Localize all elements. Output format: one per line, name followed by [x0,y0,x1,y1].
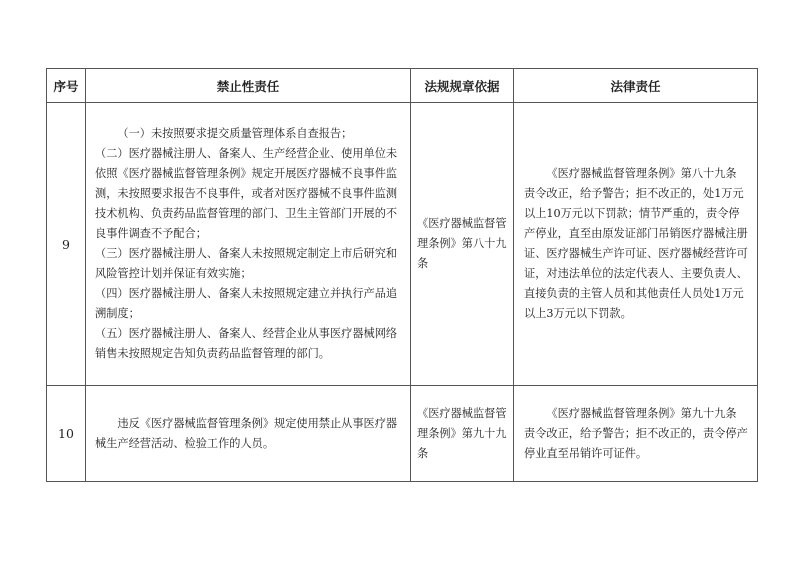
regulation-table [46,68,758,482]
table-row [47,386,758,482]
header-legal-basis: 法规规章依据 [411,69,514,103]
legal-basis-cell [411,386,514,482]
legal-basis-text: 《医疗器械监督管理条例》第九十九条 [417,406,507,460]
prohibition-item: （三）医疗器械注册人、备案人未按照规定制定上市后研究和风险管控计划并保证有效实施； [95,247,398,280]
header-prohibited-conduct: 禁止性责任 [86,69,411,103]
table-row [47,103,758,386]
row-number: 10 [47,386,86,482]
header-legal-liability: 法律责任 [514,69,758,103]
legal-basis-cell [411,103,514,386]
legal-liability-cell [514,386,758,482]
prohibition-item: （一）未按照要求提交质量管理体系自查报告； [117,127,353,140]
table-header-row [47,69,758,103]
prohibition-item: （五）医疗器械注册人、备案人、经营企业从事医疗器械网络销售未按照规定告知负责药品监督管理的部门。 [95,327,398,360]
legal-liability-cell [514,103,758,386]
legal-basis-text: 《医疗器械监督管理条例》第八十九条 [417,217,507,270]
row-number: 9 [47,103,86,386]
legal-liability-text: 《医疗器械监督管理条例》第八十九条 责令改正，给予警告；拒不改正的，处1万元以上10万元以下罚款；情节严重的，责令停产停业，直至由原发证部门吊销医疗器械注册证、医疗器械生产许可证、医疗器械经营许可证，对违法单位的法定代表人、主要负责人、直接负责的主管人员和其他责任人员处1万元以上3万元以下罚款。 [524,167,748,320]
prohibition-item: （四）医疗器械注册人、备案人未按照规定建立并执行产品追溯制度； [95,287,398,320]
prohibition-cell [86,386,411,482]
prohibition-cell [86,103,411,386]
legal-liability-text: 《医疗器械监督管理条例》第九十九条 责令改正，给予警告；拒不改正的，责令停产停业直至吊销许可证件。 [524,406,748,460]
prohibition-item: （二）医疗器械注册人、备案人、生产经营企业、使用单位未依照《医疗器械监督管理条例》规定开展医疗器械不良事件监测，未按照要求报告不良事件，或者对医疗器械不良事件监测技术机构、负责药品监督管理的部门、卫生主管部门开展的不良事件调查不予配合； [95,147,398,240]
prohibition-item: 违反《医疗器械监督管理条例》规定使用禁止从事医疗器械生产经营活动、检验工作的人员。 [95,416,398,450]
header-number: 序号 [47,69,86,103]
